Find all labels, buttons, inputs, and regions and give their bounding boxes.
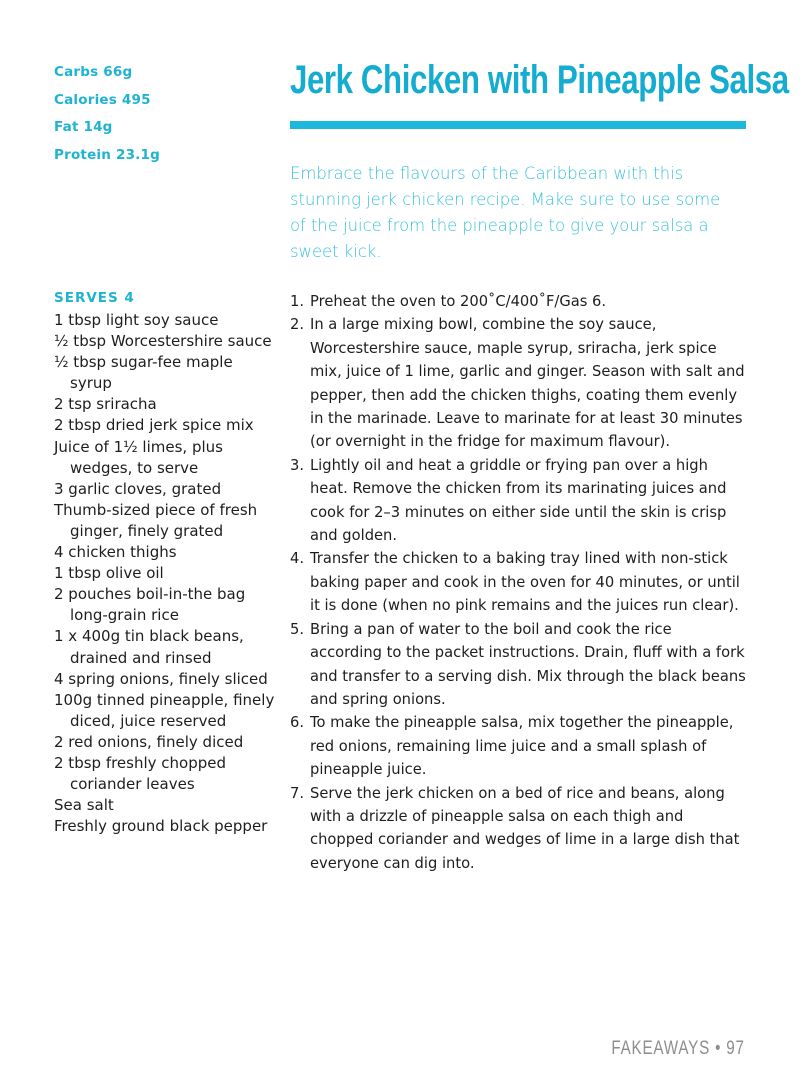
ingredient-item: 2 tsp sriracha [54, 395, 157, 414]
ingredient-item: Sea salt [54, 796, 114, 815]
step-text: Serve the jerk chicken on a bed of rice and beans, along with a drizzle of pineapple salsa on each thigh and chopped coriander and wedges of lime in a large dish that everyone can dig into. [310, 784, 740, 872]
recipe-title: Jerk Chicken with Pineapple Salsa [290, 58, 789, 102]
ingredient-item: 4 spring onions, finely sliced [54, 669, 268, 688]
ingredient-item: ½ tbsp Worcestershire sauce [54, 332, 272, 351]
ingredient-item: Juice of 1½ limes, plus wedges, to serve [54, 437, 223, 477]
ingredient-item: Thumb-sized piece of fresh ginger, finely grated [54, 500, 258, 540]
method-step [290, 547, 748, 617]
step-number: 1. [290, 293, 305, 310]
method-steps [290, 290, 748, 875]
ingredient-item: Freshly ground black pepper [54, 817, 268, 836]
method-step [290, 618, 748, 712]
method-step [290, 454, 748, 548]
step-number: 3. [290, 456, 305, 474]
nutrition-calories: Calories 495 [54, 91, 151, 108]
step-text: Lightly oil and heat a griddle or frying pan over a high heat. Remove the chicken from its marinating juices and cook for 2–3 minutes on either side until the skin is crisp and golden. [310, 456, 727, 545]
step-text: Preheat the oven to 200˚C/400˚F/Gas 6. [310, 293, 607, 310]
recipe-intro: Embrace the flavours of the Caribbean with this stunning jerk chicken recipe. Make sure to use some of the juice from the pineapple to give your salsa a sweet kick. [290, 164, 721, 261]
ingredient-item: 1 x 400g tin black beans, drained and rinsed [54, 627, 244, 667]
step-text: To make the pineapple salsa, mix together the pineapple, red onions, remaining lime juice and a small splash of pineapple juice. [310, 714, 734, 779]
ingredient-item: ½ tbsp sugar-fee maple syrup [54, 353, 233, 393]
ingredient-item: 2 tbsp freshly chopped coriander leaves [54, 753, 227, 794]
ingredient-item: 1 tbsp olive oil [54, 564, 164, 583]
nutrition-fat: Fat 14g [54, 119, 113, 135]
nutrition-carbs: Carbs 66g [54, 64, 133, 80]
step-number: 4. [290, 550, 305, 568]
ingredient-item: 1 tbsp light soy sauce [54, 311, 219, 329]
method-step [290, 782, 748, 876]
method-step [290, 711, 748, 781]
ingredient-item: 100g tinned pineapple, finely diced, juice reserved [54, 690, 275, 730]
nutrition-info [54, 60, 160, 170]
ingredient-item: 4 chicken thighs [54, 543, 177, 562]
ingredient-item: 2 pouches boil-in-the bag long-grain rice [54, 585, 246, 625]
step-number: 2. [290, 316, 305, 334]
page-footer: FAKEAWAYS • 97 [611, 1038, 745, 1059]
step-text: In a large mixing bowl, combine the soy sauce, Worcestershire sauce, maple syrup, sriracha, jerk spice mix, juice of 1 lime, garlic and ginger. Season with salt and pepper, then add the chicken thighs, coating them evenly in the marinade. Leave to marinate for at least 30 minutes (or overnight in the fridge for maximum flavour). [310, 316, 745, 451]
nutrition-protein: Protein 23.1g [54, 146, 160, 163]
method-step [290, 290, 748, 313]
ingredients-list [54, 310, 276, 837]
step-number: 6. [290, 714, 305, 732]
ingredient-item: 2 tbsp dried jerk spice mix [54, 416, 254, 435]
title-underline [290, 121, 746, 129]
step-text: Bring a pan of water to the boil and cook the rice according to the packet instructions. Drain, fluff with a fork and transfer to a serving dish. Mix through the black beans and spring onions. [310, 620, 746, 708]
step-number: 5. [290, 620, 305, 638]
method-step [290, 313, 748, 453]
ingredient-item: 2 red onions, finely diced [54, 732, 244, 751]
step-text: Transfer the chicken to a baking tray lined with non-stick baking paper and cook in the oven for 40 minutes, or until it is done (when no pink remains and the juices run clear). [310, 550, 740, 615]
ingredient-item: 3 garlic cloves, grated [54, 479, 222, 498]
step-number: 7. [290, 784, 305, 802]
serves-label: SERVES 4 [54, 290, 135, 306]
